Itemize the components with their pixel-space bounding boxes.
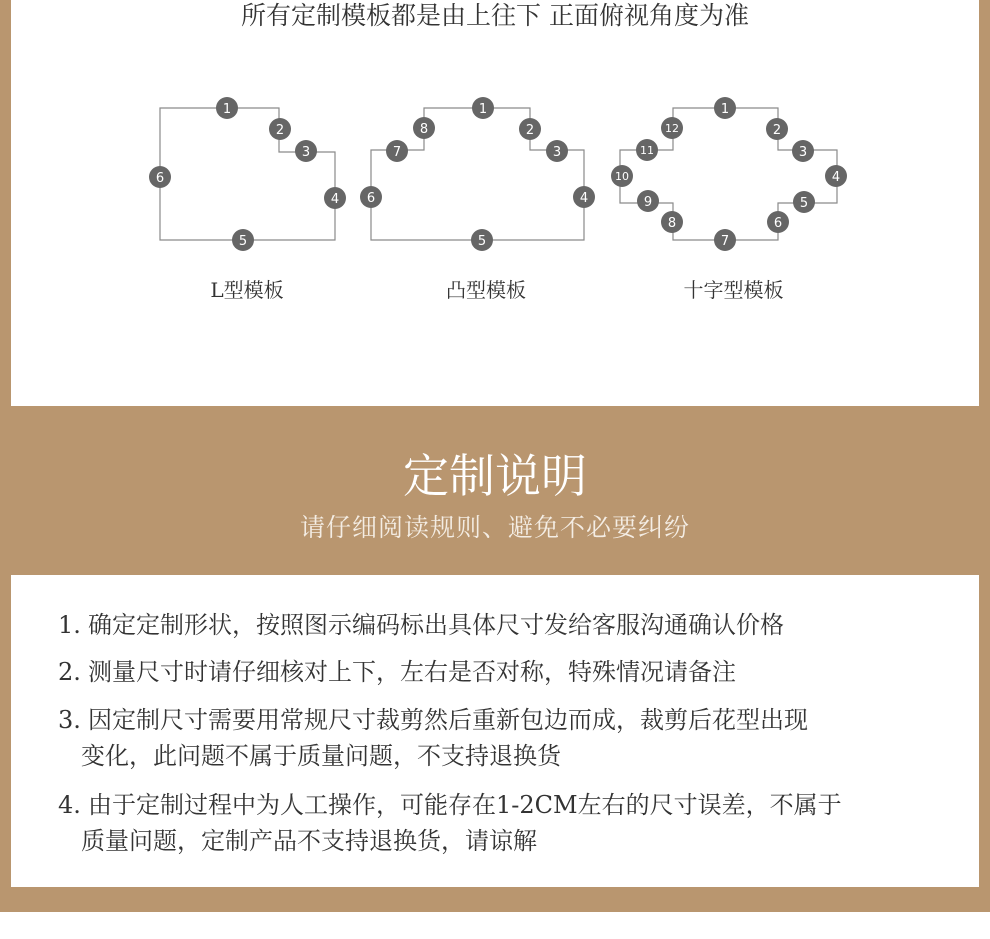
rule-text: 测量尺寸时请仔细核对上下，左右是否对称，特殊情况请备注	[88, 658, 736, 686]
marker	[149, 166, 171, 188]
rule-number: 2.	[58, 658, 81, 686]
marker	[766, 118, 788, 140]
template-heading: 所有定制模板都是由上往下 正面俯视角度为准	[241, 1, 749, 30]
svg-text:9: 9	[643, 195, 653, 210]
svg-text:2: 2	[772, 123, 782, 138]
svg-text:8: 8	[419, 122, 429, 137]
svg-text:8: 8	[667, 216, 677, 231]
svg-text:5: 5	[799, 196, 809, 211]
marker	[519, 118, 541, 140]
marker	[661, 211, 683, 233]
rule-text: 确定定制形状，按照图示编码标出具体尺寸发给客服沟通确认价格	[88, 611, 784, 639]
convex-shape-label: 凸型模板	[446, 278, 526, 302]
svg-text:6: 6	[155, 171, 165, 186]
marker	[472, 97, 494, 119]
rule-item	[58, 702, 969, 774]
template-diagrams	[11, 0, 979, 406]
svg-text:3: 3	[301, 145, 311, 160]
l-shape-template	[149, 97, 346, 251]
svg-text:11: 11	[640, 144, 654, 157]
cross-shape-template	[611, 97, 847, 251]
marker	[386, 140, 408, 162]
rule-item	[58, 787, 969, 859]
marker	[232, 229, 254, 251]
marker	[216, 97, 238, 119]
marker	[295, 140, 317, 162]
template-panel	[11, 0, 979, 406]
rule-number: 4.	[58, 791, 81, 819]
marker	[793, 191, 815, 213]
svg-text:4: 4	[831, 170, 841, 185]
marker	[636, 139, 658, 161]
svg-text:7: 7	[720, 234, 730, 249]
svg-text:1: 1	[720, 102, 730, 117]
rule-text: 因定制尺寸需要用常规尺寸裁剪然后重新包边而成，裁剪后花型出现	[88, 706, 808, 734]
l-shape-label: L型模板	[210, 278, 284, 302]
marker	[767, 211, 789, 233]
marker	[714, 97, 736, 119]
marker	[825, 165, 847, 187]
marker	[546, 140, 568, 162]
svg-text:4: 4	[579, 191, 589, 206]
svg-text:12: 12	[665, 122, 679, 135]
rule-text-continued: 变化，此问题不属于质量问题，不支持退换货	[81, 742, 561, 770]
svg-text:6: 6	[773, 216, 783, 231]
svg-text:4: 4	[330, 192, 340, 207]
marker	[269, 118, 291, 140]
convex-shape-template	[360, 97, 595, 251]
svg-text:1: 1	[478, 102, 488, 117]
marker	[413, 117, 435, 139]
cross-shape-label: 十字型模板	[683, 278, 784, 302]
rule-text-continued: 质量问题，定制产品不支持退换货，请谅解	[81, 827, 537, 855]
svg-text:1: 1	[222, 102, 232, 117]
rules-panel	[11, 575, 979, 887]
svg-text:2: 2	[525, 123, 535, 138]
marker	[792, 140, 814, 162]
marker	[324, 187, 346, 209]
marker	[661, 117, 683, 139]
marker	[360, 186, 382, 208]
rule-number: 3.	[58, 706, 81, 734]
marker	[573, 186, 595, 208]
svg-text:5: 5	[238, 234, 248, 249]
svg-text:7: 7	[392, 145, 402, 160]
marker	[714, 229, 736, 251]
section-title: 定制说明	[403, 449, 587, 503]
svg-text:3: 3	[798, 145, 808, 160]
svg-text:6: 6	[366, 191, 376, 206]
marker	[611, 165, 633, 187]
marker	[637, 190, 659, 212]
svg-text:2: 2	[275, 123, 285, 138]
rule-item	[58, 654, 969, 690]
rule-text: 由于定制过程中为人工操作，可能存在1-2CM左右的尺寸误差，不属于	[88, 791, 842, 819]
rule-number: 1.	[58, 611, 81, 639]
svg-text:3: 3	[552, 145, 562, 160]
rule-item	[58, 607, 969, 643]
section-subtitle: 请仔细阅读规则、避免不必要纠纷	[299, 513, 690, 542]
svg-text:10: 10	[615, 170, 629, 183]
svg-text:5: 5	[477, 234, 487, 249]
marker	[471, 229, 493, 251]
